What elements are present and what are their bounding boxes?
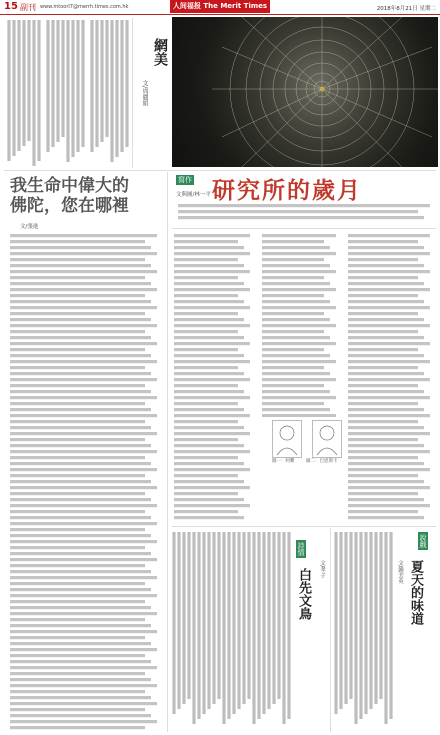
portrait-sketch-1 — [272, 420, 302, 458]
site-url: www.mtoorl7@merrh.times.com.hk — [40, 4, 129, 10]
page-number: 15 — [4, 1, 18, 12]
divider — [330, 528, 331, 732]
verse-column-3 — [90, 18, 130, 168]
essay1-byline: 文/張進 — [20, 224, 39, 230]
poem-title: 網美 — [152, 38, 168, 66]
portrait-caption-1: 圖一：阿難 — [272, 459, 295, 464]
essay2-intro — [176, 202, 436, 224]
spider-icon — [320, 87, 325, 92]
essay3-body — [172, 530, 292, 730]
text-texture — [172, 530, 292, 730]
essay3-tag: 詩情 — [297, 542, 305, 556]
essay4-title: 夏天的味道 — [408, 560, 423, 625]
essay2-body-col1 — [172, 232, 256, 522]
text-texture — [172, 232, 256, 522]
spider-web-photo — [172, 17, 438, 167]
essay4-byline: 文/鍾芳英 — [397, 560, 403, 584]
text-texture — [260, 232, 342, 417]
divider — [132, 18, 133, 168]
essay2-title: 研究所的歲月 — [212, 178, 362, 204]
essay1-title-line1: 我生命中偉大的 — [10, 176, 129, 196]
poem-byline: 文/周麗娟 — [141, 80, 148, 107]
portrait-sketch-2 — [312, 420, 342, 458]
text-texture — [8, 232, 163, 730]
verse-column-1 — [4, 18, 42, 168]
verse-column-2 — [46, 18, 86, 168]
essay1-body — [8, 232, 163, 730]
spider-web-graphic — [172, 17, 438, 167]
essay3-title: 白先文鳥 — [296, 568, 311, 620]
text-texture — [90, 18, 130, 168]
text-texture — [346, 232, 436, 522]
essay4-tag: 說戲 — [419, 534, 427, 548]
essay2-body-col3 — [346, 232, 436, 522]
essay1-title-line2: 佛陀，您在哪裡 — [10, 196, 129, 216]
essay4-body — [334, 530, 394, 730]
portrait-caption-2: 圖二：巴恩斯卡 — [306, 459, 338, 464]
divider — [172, 526, 436, 527]
divider — [172, 228, 436, 229]
page-header — [0, 0, 440, 15]
essay2-tag: 寫作 — [178, 176, 192, 184]
text-texture — [334, 530, 394, 730]
section-name: 副刊 — [20, 3, 36, 12]
essay2-body-col2 — [260, 232, 342, 417]
essay3-byline: 文/孝子 — [319, 560, 325, 579]
text-texture — [176, 202, 436, 224]
divider — [167, 172, 168, 732]
newspaper-logo: 人间福报 The Merit Times — [170, 0, 270, 13]
text-texture — [4, 18, 42, 168]
essay2-byline: 文與圖/林一平 — [176, 192, 211, 198]
divider — [4, 170, 436, 171]
text-texture — [46, 18, 86, 168]
issue-date: 2018年8月21日 星期二 — [376, 6, 436, 12]
